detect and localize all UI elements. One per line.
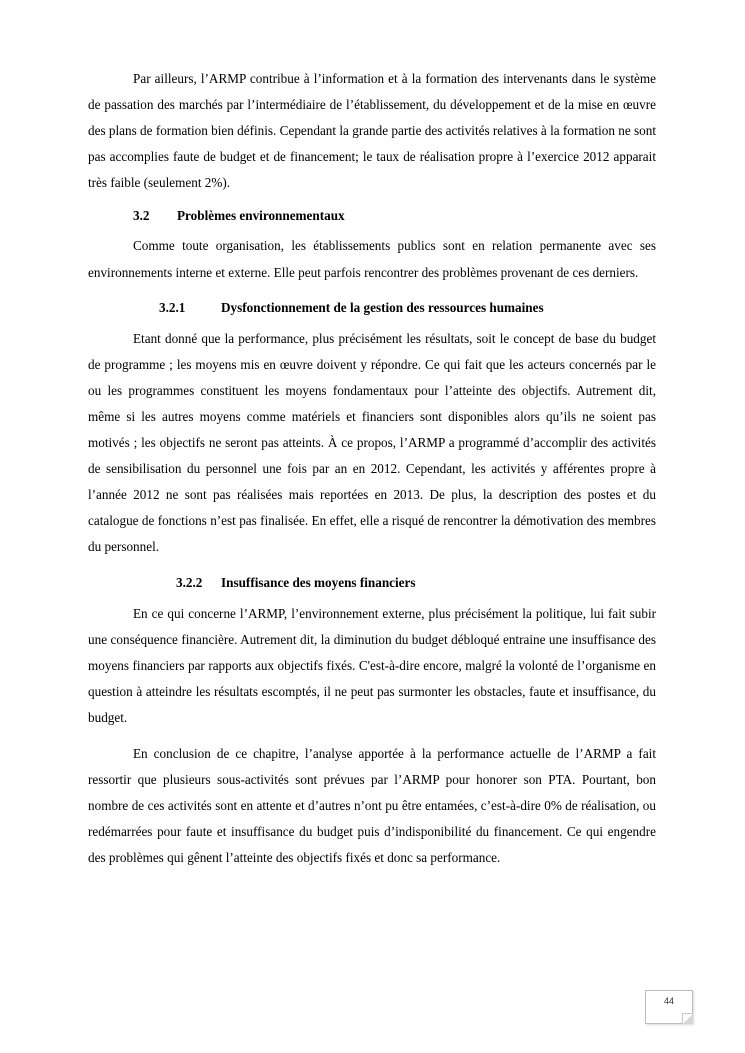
section-number: 3.2.2 xyxy=(176,574,203,590)
paragraph-moyens-financiers: En ce qui concerne l’ARMP, l’environnement externe, plus précisément la politique, lui fait subir une conséquence financière. Autrement dit, la diminution du budget débloqué entraine une insuffisance des moyens financiers par rapports aux objectifs fixés. C'est-à-dire encore, malgré la volonté de l’organisme en question à atteindre les résultats escomptés, il ne peut pas surmonter les obstacles, faute et insuffisance, du budget. xyxy=(88,605,656,725)
section-title: Insuffisance des moyens financiers xyxy=(221,574,416,590)
section-number: 3.2.1 xyxy=(159,299,186,315)
paragraph-environnement: Comme toute organisation, les établissements publics sont en relation permanente avec ses environnements interne et externe. Elle peut parfois rencontrer des problèmes provenant de ces derniers. xyxy=(88,238,656,280)
section-heading-3-2-2 xyxy=(88,573,656,593)
section-heading-3-2-1 xyxy=(88,298,656,318)
section-title: Dysfonctionnement de la gestion des ressources humaines xyxy=(221,299,544,315)
section-title: Problèmes environnementaux xyxy=(177,208,345,224)
section-number: 3.2 xyxy=(133,208,150,224)
paragraph-conclusion: En conclusion de ce chapitre, l’analyse apportée à la performance actuelle de l’ARMP a fait ressortir que plusieurs sous-activités sont prévues par l’ARMP pour honorer son PTA. Pourtant, bon nombre de ces activités sont en attente et d’autres n’ont pu être entamées, c’est-à-dire 0% de réalisation, ou redémarrées pour faute et insuffisance du budget puis d’indisponibilité du financement. Ce qui engendre des problèmes qui gênent l’atteinte des objectifs fixés et donc sa performance. xyxy=(88,745,656,866)
page-number-box xyxy=(645,990,693,1024)
paragraph-ressources-humaines: Etant donné que la performance, plus précisément les résultats, soit le concept de base du budget de programme ; les moyens mis en œuvre doivent y répondre. Ce qui fait que les acteurs concernés par le ou les programmes constituent les moyens fondamentaux pour l’atteinte des objectifs. Autrement dit, même si les autres moyens comme matériels et financiers sont disponibles alors qu’ils ne soient pas motivés ; les objectifs ne seront pas atteints. À ce propos, l’ARMP a programmé d’accomplir des activités de sensibilisation du personnel une fois par an en 2012. Cependant, les activités y afférentes propre à l’année 2012 ne sont pas réalisées mais reportées en 2013. De plus, la description des postes et du catalogue de fonctions n’est pas finalisée. En effet, elle a risqué de rencontrer la démotivation des membres du personnel. xyxy=(88,330,656,555)
paragraph-formation: Par ailleurs, l’ARMP contribue à l’information et à la formation des intervenants dans le système de passation des marchés par l’intermédiaire de l’établissement, du développement et de la mise en œuvre des plans de formation bien définis. Cependant la grande partie des activités relatives à la formation ne sont pas accomplies faute de budget et de financement; le taux de réalisation propre à l’exercice 2012 apparait très faible (seulement 2%). xyxy=(88,71,656,191)
page-number: 44 xyxy=(663,996,674,1006)
section-heading-3-2 xyxy=(88,206,656,226)
document-page xyxy=(88,66,656,871)
